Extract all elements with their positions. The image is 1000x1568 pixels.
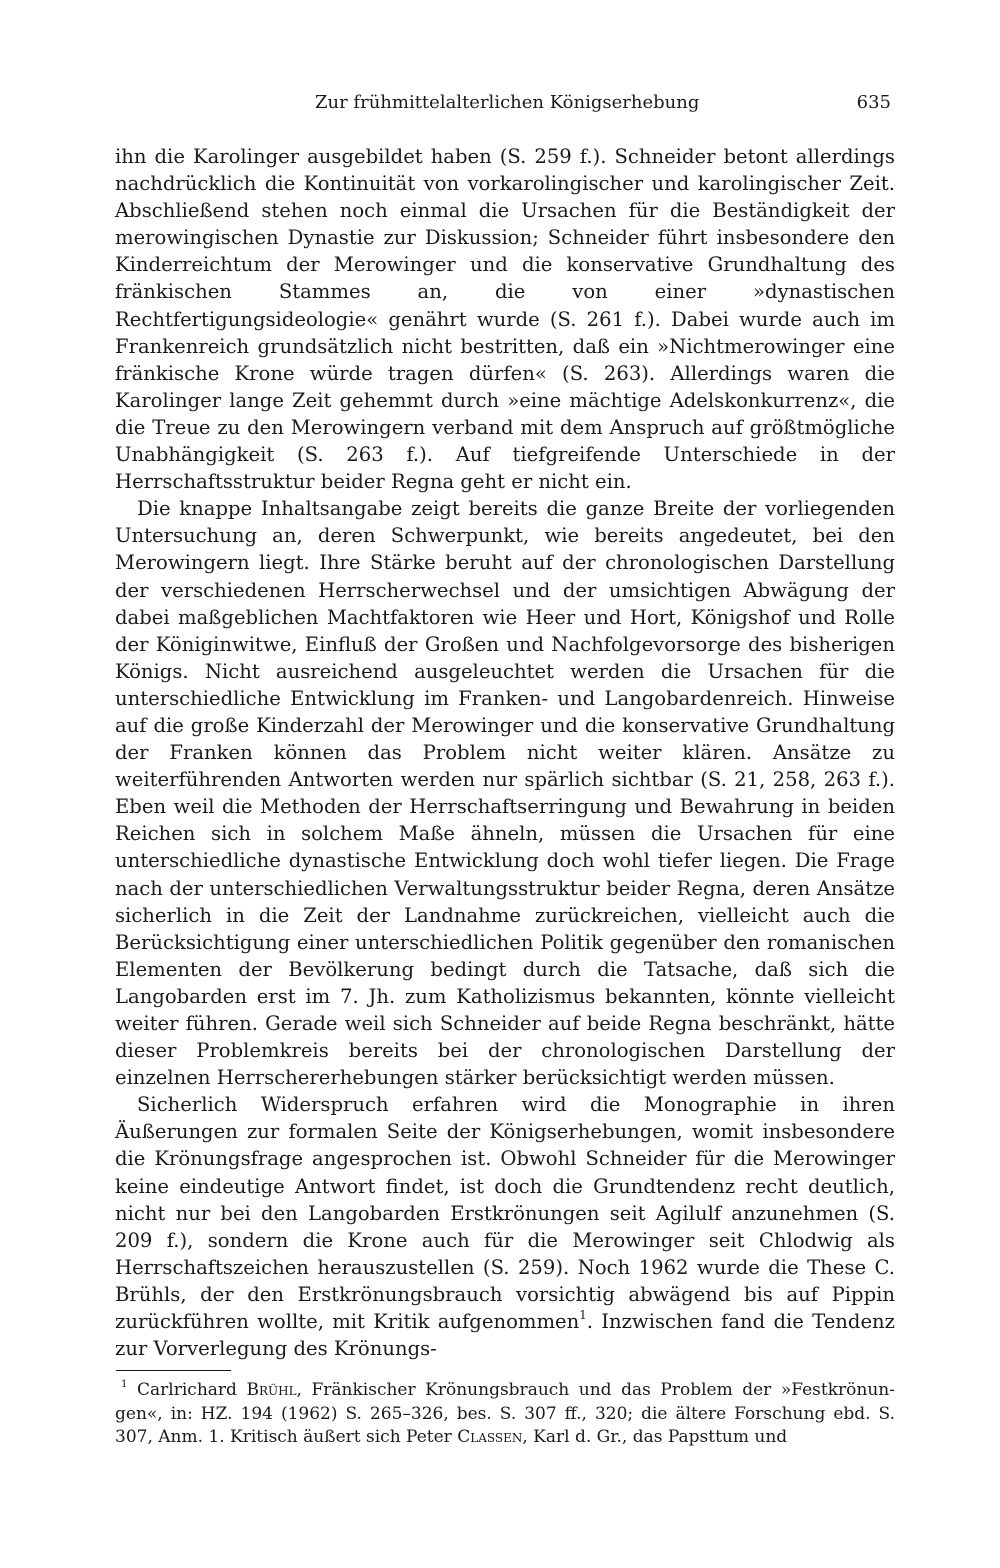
paragraph-3 [115,1091,895,1362]
footnote-marker: 1 [121,1379,128,1391]
paragraph-3-end: . Inzwischen fand die Tendenz zur Vorverlegung des Krönungs- [115,1310,895,1361]
page-number: 635 [856,92,891,113]
paragraph-1: ihn die Karolinger ausgebildet haben (S. 259 f.). Schneider betont allerdings nachdrücklich die Kontinuität von vorkarolingischer und karolingischer Zeit. Abschließend stehen noch einmal die Ursachen für die Beständigkeit der merowingischen Dynastie zur Diskussion; Schneider führt insbesondere den Kinderreichtum der Merowinger und die konservative Grundhaltung des fränkischen Stammes an, die von einer »dynastischen Rechtfertigungsideologie« genährt wurde (S. 261 f.). Dabei wurde auch im Frankenreich grundsätzlich nicht bestritten, daß ein »Nichtmerowinger eine fränkische Krone würde tragen dürfen« (S. 263). Allerdings waren die Karolinger lange Zeit gehemmt durch »eine mächtige Adelskonkurrenz«, die die Treue zu den Merowingern verband mit dem Anspruch auf größtmögliche Unabhängigkeit (S. 263 f.). Auf tiefgreifende Unterschiede in der Herrschaftsstruktur beider Regna geht er nicht ein. [115,145,895,494]
body-text [115,143,895,1362]
paragraph-2: Die knappe Inhaltsangabe zeigt bereits die ganze Breite der vorliegenden Untersuchung an, deren Schwerpunkt, wie bereits angedeutet, bei den Merowingern liegt. Ihre Stärke beruht auf der chronologischen Darstellung der verschiedenen Herrscherwechsel und der umsichtigen Abwägung der dabei maßgeblichen Machtfaktoren wie Heer und Hort, Königshof und Rolle der Königinwitwe, Einfluß der Großen und Nachfolgevorsorge des bisherigen Königs. Nicht ausreichend ausgeleuchtet werden die Ursachen für die unterschiedliche Entwicklung im Franken- und Langobardenreich. Hinweise auf die große Kinderzahl der Merowinger und die konservative Grundhaltung der Franken können das Problem nicht weiter klären. Ansätze zu weiterführenden Antworten werden nur spärlich sichtbar (S. 21, 258, 263 f.). Eben weil die Methoden der Herrschaftserringung und Bewahrung in beiden Reichen sich in solchem Maße ähneln, müssen die Ursachen für eine unterschiedliche dynastische Entwicklung doch wohl tiefer liegen. Die Frage nach der unterschiedlichen Verwaltungsstruktur beider Regna, deren Ansätze sicherlich in die Zeit der Landnahme zurückreichen, vielleicht auch die Berücksichtigung einer unterschiedlichen Politik gegenüber den romanischen Elementen der Bevölkerung bedingt durch die Tatsache, daß sich die Langobarden erst im 7. Jh. zum Katholizismus bekannten, könnte vielleicht weiter führen. Gerade weil sich Schneider auf beide Regna beschränkt, hätte dieser Problemkreis bereits bei der chronologischen Darstellung der einzelnen Herrschererhebungen stärker berücksichtigt werden müssen. [115,497,895,1090]
footnote-author-first: Carlrichard [137,1380,237,1400]
footnote-author2-last: Classen [457,1427,523,1447]
page-header [115,92,895,118]
footnote-text-1: , Fränkischer Krönungsbrauch und das Problem der »Festkrönungen«, in: HZ. 194 (1962) S. 265–326, bes. S. 307 ff., 320; die ältere Forschung ebd. S. 307, Anm. 1. Kritisch äußert sich Peter [115,1380,895,1447]
footnote-text-2: , Karl d. Gr., das Papsttum und [522,1427,788,1447]
paragraph-3-text: Sicherlich Widerspruch erfahren wird die Monographie in ihren Äußerungen zur formalen Seite der Königserhebungen, womit insbesondere die Krönungsfrage angesprochen ist. Obwohl Schneider für die Merowinger keine eindeutige Antwort findet, ist doch die Grundtendenz recht deutlich, nicht nur bei den Langobarden Erstkrönungen seit Agilulf anzunehmen (S. 209 f.), sondern die Krone auch für die Merowinger seit Chlodwig als Herrschaftszeichen herauszustellen (S. 259). Noch 1962 wurde die These C. Brühls, der den Erstkrönungsbrauch vorsichtig abwägend bis auf Pippin zurückführen wollte, mit Kritik aufgenommen [115,1093,895,1334]
footnote-author-last: Brühl [246,1380,297,1400]
footnote-1 [115,1379,895,1450]
running-title: Zur frühmittelalterlichen Königserhebung [315,92,700,113]
footnote-reference[interactable]: 1 [579,1308,587,1323]
footnote-divider [116,1370,231,1371]
footnote [115,1379,895,1450]
